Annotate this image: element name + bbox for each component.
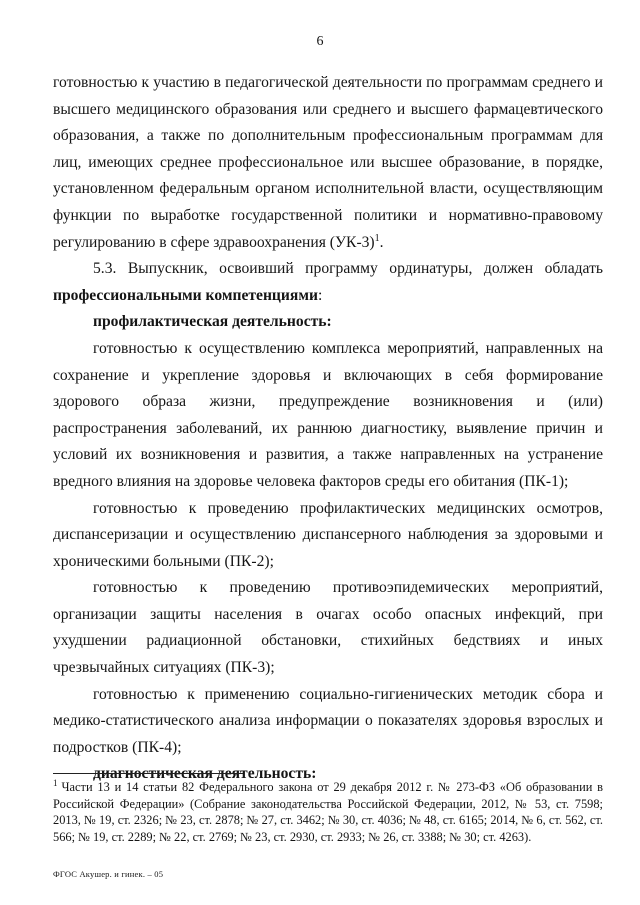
professional-competencies-term: профессиональными компетенциями xyxy=(53,286,318,304)
page-number: 6 xyxy=(316,34,324,49)
competency-pk3: готовностью к проведению противоэпидемических мероприятий, организации защиты населения в очагах особо опасных инфекций, при ухудшении радиационной обстановки, стихийных бедствиях и иных чрезвычайных ситуациях (ПК-3); xyxy=(53,579,603,677)
document-footer: ФГОС Акушер. и гинек. – 05 xyxy=(53,869,164,879)
document-body xyxy=(53,70,603,788)
uk3-text: готовностью к участию в педагогической деятельности по программам среднего и высшего медицинского образования или среднего и высшего фармацевтического образования, а также по дополнительным профессиональным программам для лиц, имеющих среднее профессиональное или высшее образование, в порядке, установленном федеральным органом исполнительной власти, осуществляющим функции по выработке государственной политики и нормативно-правовому регулированию в сфере здравоохранения (УК-3) xyxy=(53,74,603,251)
footnote xyxy=(53,779,603,845)
footnote-divider xyxy=(53,773,243,774)
section-5-3-intro: 5.3. Выпускник, освоивший программу ординатуры, должен обладать xyxy=(93,260,603,278)
competency-pk4: готовностью к применению социально-гигиенических методик сбора и медико-статистического анализа информации о показателях здоровья взрослых и подростков (ПК-4); xyxy=(53,685,603,756)
competency-pk1: готовностью к осуществлению комплекса мероприятий, направленных на сохранение и укрепление здоровья и включающих в себя формирование здорового образа жизни, предупреждение возникновения и (или) распространения заболеваний, их раннюю диагностику, выявление причин и условий их возникновения и развития, а также направленных на устранение вредного влияния на здоровье человека факторов среды его обитания (ПК-1); xyxy=(53,339,603,490)
competency-pk2: готовностью к проведению профилактических медицинских осмотров, диспансеризации и осуществлению диспансерного наблюдения за здоровыми и хроническими больными (ПК-2); xyxy=(53,499,603,570)
footnote-reference: 1 xyxy=(374,232,380,244)
competency-uk3 xyxy=(53,70,603,256)
heading-diagnostic-activity: диагностическая деятельность: xyxy=(93,765,317,783)
footnote-text: Части 13 и 14 статьи 82 Федерального закона от 29 декабря 2012 г. № 273-ФЗ «Об образовании в Российской Федерации» (Собрание законодательства Российской Федерации, 2012, № 53, ст. 7598; 2013, № 19, ст. 2326; № 23, ст. 2878; № 27, ст. 3462; № 30, ст. 4036; № 48, ст. 6165; 2014, № 6, ст. 562, ст. 566; № 19, ст. 2289; № 22, ст. 2769; № 23, ст. 2930, ст. 2933; № 26, ст. 3388; № 30; ст. 4263). xyxy=(53,780,603,844)
section-5-3-end: : xyxy=(317,286,323,304)
footnote-marker: 1 xyxy=(53,777,58,788)
heading-preventive-activity: профилактическая деятельность: xyxy=(93,313,332,331)
section-5-3 xyxy=(53,256,603,309)
uk3-end: . xyxy=(379,233,384,251)
